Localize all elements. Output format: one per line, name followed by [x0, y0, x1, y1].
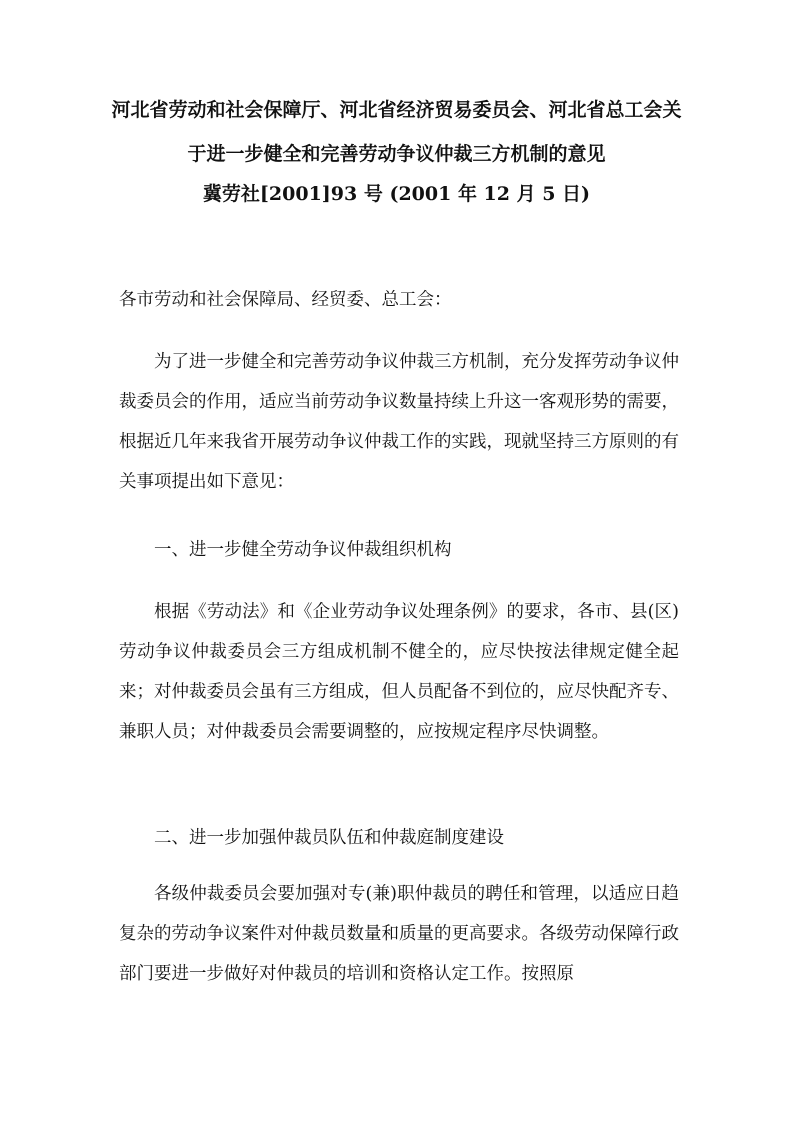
section-2-paragraph: 各级仲裁委员会要加强对专(兼)职仲裁员的聘任和管理，以适应日趋复杂的劳动争议案件对仲裁员数量和质量的更高要求。各级劳动保障行政部门要进一步做好对仲裁员的培训和资格认定工作。按照原 — [119, 884, 679, 984]
intro-paragraph: 为了进一步健全和完善劳动争议仲裁三方机制，充分发挥劳动争议仲裁委员会的作用，适应当前劳动争议数量持续上升这一客观形势的需要，根据近几年来我省开展劳动争议仲裁工作的实践，现就坚持三方原则的有关事项提出如下意见： — [119, 352, 679, 492]
section-heading-2: 二、进一步加强仲裁员队伍和仲裁庭制度建设 — [154, 828, 504, 848]
document-title-line-1: 河北省劳动和社会保障厅、河北省经济贸易委员会、河北省总工会关 — [111, 99, 682, 121]
document-title-line-2: 于进一步健全和完善劳动争议仲裁三方机制的意见 — [187, 143, 606, 165]
document-number: 冀劳社[2001]93 号 (2001 年 12 月 5 日) — [202, 183, 591, 205]
section-1-paragraph: 根据《劳动法》和《企业劳动争议处理条例》的要求，各市、县(区)劳动争议仲裁委员会三方组成机制不健全的，应尽快按法律规定健全起来；对仲裁委员会虽有三方组成，但人员配备不到位的，应尽快配齐专、兼职人员；对仲裁委员会需要调整的，应按规定程序尽快调整。 — [119, 602, 679, 742]
section-heading-1: 一、进一步健全劳动争议仲裁组织机构 — [154, 540, 452, 560]
salutation: 各市劳动和社会保障局、经贸委、总工会： — [119, 290, 452, 310]
